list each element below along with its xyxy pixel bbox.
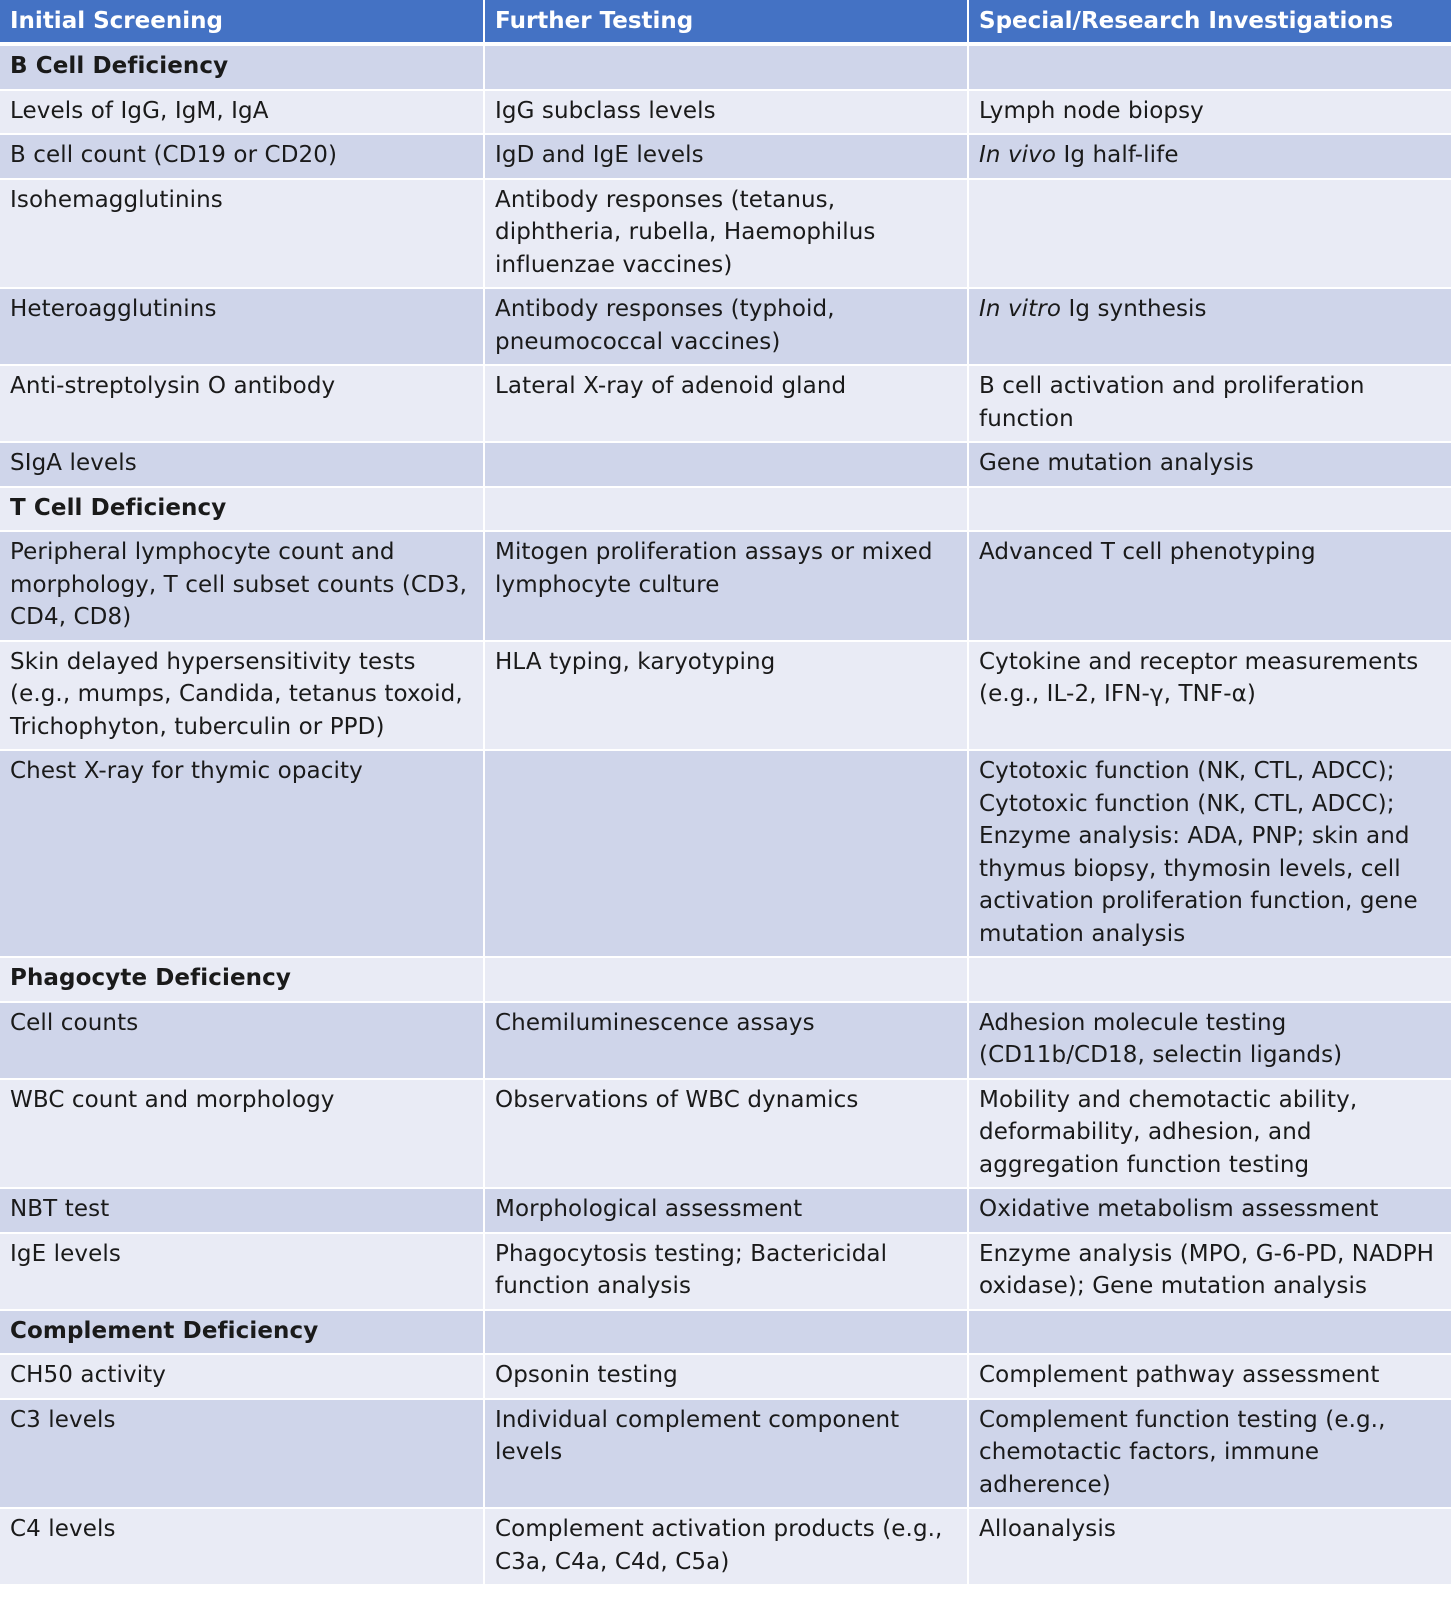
section-row-complement xyxy=(0,1310,1451,1355)
empty-cell xyxy=(968,44,1451,90)
cell-special-text: Ig synthesis xyxy=(1068,296,1207,322)
table-row xyxy=(0,442,1451,487)
table-row xyxy=(0,531,1451,641)
empty-cell xyxy=(968,487,1451,532)
cell-further: Observations of WBC dynamics xyxy=(484,1079,968,1189)
cell-further: IgD and IgE levels xyxy=(484,134,968,179)
cell-special: Cytotoxic function (NK, CTL, ADCC); Cytotoxic function (NK, CTL, ADCC); Enzyme analysis: ADA, PNP; skin and thymus biopsy, thymosin levels, cell activation proliferation function, gene mutation analysis xyxy=(968,750,1451,957)
cell-initial: Anti-streptolysin O antibody xyxy=(0,365,484,442)
cell-further: Morphological assessment xyxy=(484,1188,968,1233)
cell-further: IgG subclass levels xyxy=(484,90,968,135)
cell-initial: SIgA levels xyxy=(0,442,484,487)
table-row xyxy=(0,1399,1451,1509)
header-initial-screening: Initial Screening xyxy=(0,0,484,44)
header-special-research: Special/Research Investigations xyxy=(968,0,1451,44)
cell-special: B cell activation and proliferation function xyxy=(968,365,1451,442)
cell-initial: C3 levels xyxy=(0,1399,484,1509)
section-title: B Cell Deficiency xyxy=(0,44,484,90)
table-row xyxy=(0,134,1451,179)
section-row-t-cell xyxy=(0,487,1451,532)
cell-initial: Peripheral lymphocyte count and morphology, T cell subset counts (CD3, CD4, CD8) xyxy=(0,531,484,641)
section-title: T Cell Deficiency xyxy=(0,487,484,532)
cell-further: HLA typing, karyotyping xyxy=(484,641,968,751)
cell-further: Opsonin testing xyxy=(484,1354,968,1399)
cell-special-text: Ig half-life xyxy=(1063,142,1179,168)
cell-initial: Skin delayed hypersensitivity tests (e.g., mumps, Candida, tetanus toxoid, Trichophyton, tuberculin or PPD) xyxy=(0,641,484,751)
cell-special: Mobility and chemotactic ability, deformability, adhesion, and aggregation function testing xyxy=(968,1079,1451,1189)
table-row xyxy=(0,365,1451,442)
section-row-b-cell xyxy=(0,44,1451,90)
empty-cell xyxy=(484,487,968,532)
section-title: Complement Deficiency xyxy=(0,1310,484,1355)
empty-cell xyxy=(484,1310,968,1355)
empty-cell xyxy=(484,957,968,1002)
empty-cell xyxy=(484,44,968,90)
section-row-phagocyte xyxy=(0,957,1451,1002)
italic-prefix: In vitro xyxy=(979,296,1062,322)
cell-further: Mitogen proliferation assays or mixed lymphocyte culture xyxy=(484,531,968,641)
cell-initial: NBT test xyxy=(0,1188,484,1233)
empty-cell xyxy=(968,1310,1451,1355)
cell-special xyxy=(968,134,1451,179)
cell-further xyxy=(484,442,968,487)
cell-initial: Chest X-ray for thymic opacity xyxy=(0,750,484,957)
table-row xyxy=(0,1233,1451,1310)
header-further-testing: Further Testing xyxy=(484,0,968,44)
table-row xyxy=(0,1508,1451,1585)
cell-initial: C4 levels xyxy=(0,1508,484,1585)
cell-further: Individual complement component levels xyxy=(484,1399,968,1509)
cell-further: Phagocytosis testing; Bactericidal function analysis xyxy=(484,1233,968,1310)
cell-initial: Levels of IgG, IgM, IgA xyxy=(0,90,484,135)
table-row xyxy=(0,1079,1451,1189)
cell-special: Gene mutation analysis xyxy=(968,442,1451,487)
table-row xyxy=(0,750,1451,957)
cell-initial: CH50 activity xyxy=(0,1354,484,1399)
table-row xyxy=(0,1188,1451,1233)
cell-further: Antibody responses (tetanus, diphtheria, rubella, Haemophilus influenzae vaccines) xyxy=(484,179,968,289)
cell-special: Oxidative metabolism assessment xyxy=(968,1188,1451,1233)
cell-initial: Cell counts xyxy=(0,1002,484,1079)
cell-further: Antibody responses (typhoid, pneumococcal vaccines) xyxy=(484,288,968,365)
cell-special: Complement pathway assessment xyxy=(968,1354,1451,1399)
table-row xyxy=(0,1354,1451,1399)
cell-special: Advanced T cell phenotyping xyxy=(968,531,1451,641)
cell-initial: WBC count and morphology xyxy=(0,1079,484,1189)
cell-special: Alloanalysis xyxy=(968,1508,1451,1585)
italic-prefix: In vivo xyxy=(979,142,1057,168)
cell-initial: B cell count (CD19 or CD20) xyxy=(0,134,484,179)
cell-initial: Heteroagglutinins xyxy=(0,288,484,365)
table-row xyxy=(0,288,1451,365)
empty-cell xyxy=(968,957,1451,1002)
header-row xyxy=(0,0,1451,44)
cell-further: Lateral X-ray of adenoid gland xyxy=(484,365,968,442)
cell-further: Chemiluminescence assays xyxy=(484,1002,968,1079)
cell-special xyxy=(968,288,1451,365)
table-row xyxy=(0,1002,1451,1079)
cell-initial: Isohemagglutinins xyxy=(0,179,484,289)
table-row xyxy=(0,641,1451,751)
cell-special xyxy=(968,179,1451,289)
cell-initial: IgE levels xyxy=(0,1233,484,1310)
cell-special: Cytokine and receptor measurements (e.g., IL-2, IFN-γ, TNF-α) xyxy=(968,641,1451,751)
cell-special: Lymph node biopsy xyxy=(968,90,1451,135)
table-row xyxy=(0,179,1451,289)
cell-special: Complement function testing (e.g., chemotactic factors, immune adherence) xyxy=(968,1399,1451,1509)
section-title: Phagocyte Deficiency xyxy=(0,957,484,1002)
cell-special: Adhesion molecule testing (CD11b/CD18, selectin ligands) xyxy=(968,1002,1451,1079)
cell-further xyxy=(484,750,968,957)
cell-special: Enzyme analysis (MPO, G-6-PD, NADPH oxidase); Gene mutation analysis xyxy=(968,1233,1451,1310)
table-row xyxy=(0,90,1451,135)
cell-further: Complement activation products (e.g., C3a, C4a, C4d, C5a) xyxy=(484,1508,968,1585)
